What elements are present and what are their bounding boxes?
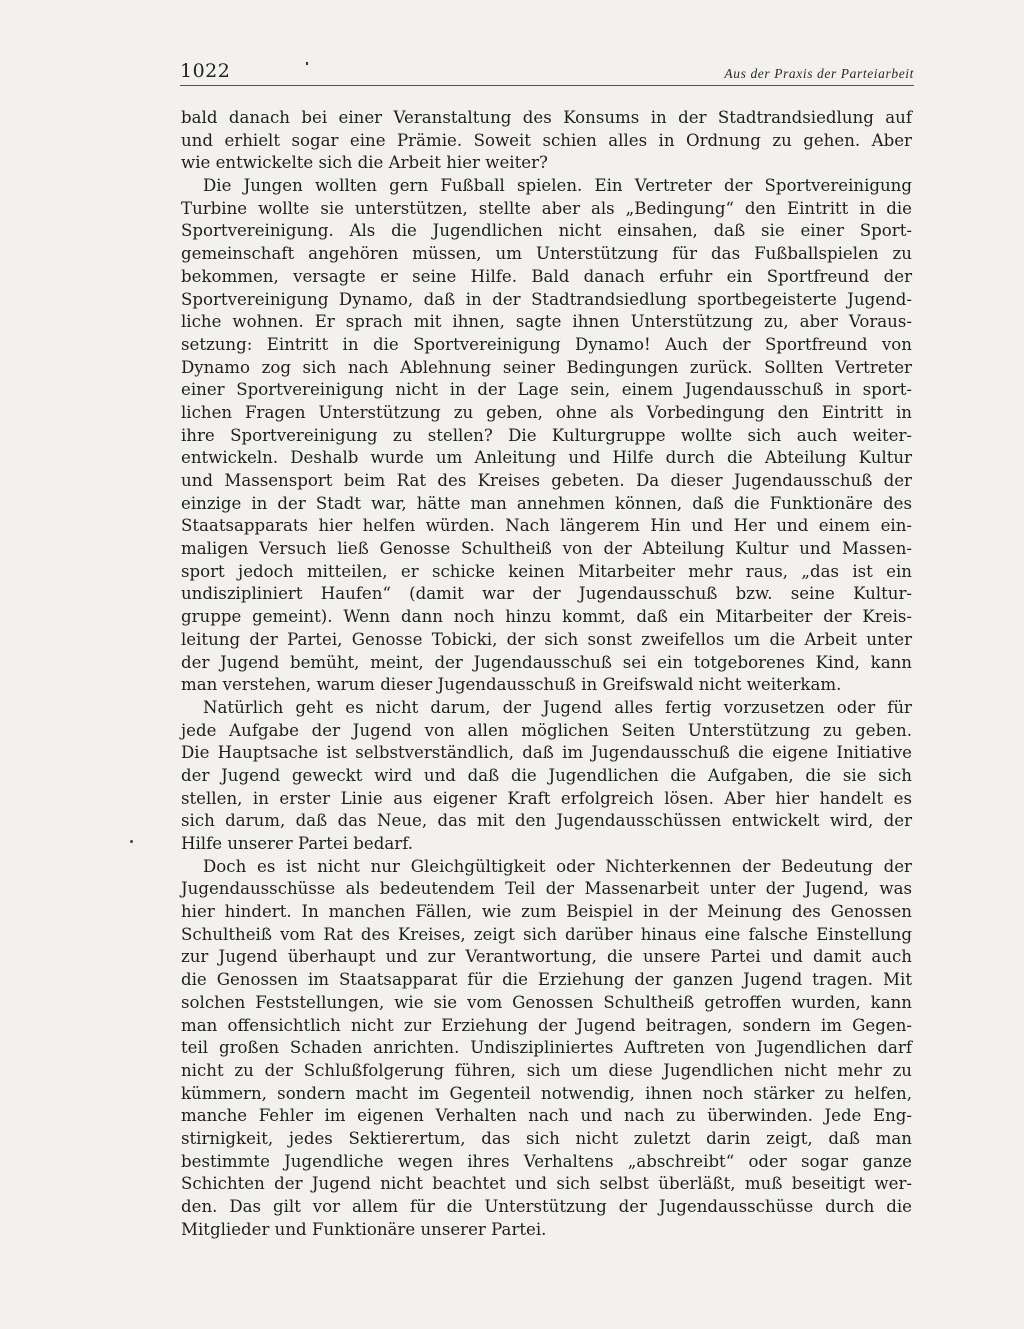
text-line: hier hindert. In manchen Fällen, wie zum Beispiel in der Meinung des Genossen	[181, 902, 912, 922]
text-line: den. Das gilt vor allem für die Unterstützung der Jugendausschüsse durch die	[181, 1197, 912, 1216]
text-line: einzige in der Stadt war, hätte man annehmen können, daß die Funktionäre des	[181, 493, 912, 513]
paragraph	[181, 107, 912, 175]
text-line: undiszipliniert Haufen“ (damit war der Jugendausschuß bzw. seine Kultur-	[181, 584, 912, 604]
text-line: und Massensport beim Rat des Kreises gebeten. Da dieser Jugendausschuß der	[181, 471, 912, 490]
text-line: manche Fehler im eigenen Verhalten nach und nach zu überwinden. Jede Eng-	[181, 1106, 912, 1126]
body-text	[181, 107, 912, 1241]
text-line: Die Jungen wollten gern Fußball spielen. Ein Vertreter der Sportvereinigung	[203, 176, 912, 196]
text-line: leitung der Partei, Genosse Tobicki, der sich sonst zweifellos um die Arbeit unter	[181, 629, 912, 649]
text-line: bestimmte Jugendliche wegen ihres Verhaltens „abschreibt“ oder sogar ganze	[181, 1151, 912, 1171]
text-line: Doch es ist nicht nur Gleichgültigkeit oder Nichterkennen der Bedeutung der	[203, 856, 912, 876]
text-line: man offensichtlich nicht zur Erziehung der Jugend beitragen, sondern im Gegen-	[181, 1015, 912, 1035]
text-line: wie entwickelte sich die Arbeit hier weiter?	[181, 153, 548, 173]
print-speck	[130, 840, 133, 843]
text-line: gruppe gemeint). Wenn dann noch hinzu kommt, daß ein Mitarbeiter der Kreis-	[181, 607, 912, 627]
paragraph	[181, 697, 912, 856]
text-line: ihre Sportvereinigung zu stellen? Die Kulturgruppe wollte sich auch weiter-	[181, 425, 912, 445]
text-line: solchen Feststellungen, wie sie vom Genossen Schultheiß getroffen wurden, kann	[181, 992, 912, 1012]
paragraph	[181, 856, 912, 1242]
running-head: Aus der Praxis der Parteiarbeit	[724, 66, 914, 81]
text-line: Jugendausschüsse als bedeutendem Teil der Massenarbeit unter der Jugend, was	[181, 879, 912, 899]
text-line: Die Hauptsache ist selbstverständlich, daß im Jugendausschuß die eigene Initiative	[181, 743, 912, 763]
text-line: Sportvereinigung Dynamo, daß in der Stadtrandsiedlung sportbegeisterte Jugend-	[181, 289, 912, 309]
text-line: gemeinschaft angehören müssen, um Unterstützung für das Fußballspielen zu	[181, 244, 912, 264]
text-line: Mitglieder und Funktionäre unserer Partei.	[181, 1219, 547, 1239]
text-line: bald danach bei einer Veranstaltung des Konsums in der Stadtrandsiedlung auf	[181, 108, 912, 127]
text-line: maligen Versuch ließ Genosse Schultheiß von der Abteilung Kultur und Massen-	[181, 539, 912, 559]
text-line: lichen Fragen Unterstützung zu geben, ohne als Vorbedingung den Eintritt in	[181, 402, 912, 422]
text-line: setzung: Eintritt in die Sportvereinigung Dynamo! Auch der Sportfreund von	[181, 334, 912, 354]
text-line: kümmern, sondern macht im Gegenteil notwendig, ihnen noch stärker zu helfen,	[181, 1083, 912, 1103]
text-line: stirnigkeit, jedes Sektierertum, das sich nicht zuletzt darin zeigt, daß man	[181, 1128, 912, 1148]
text-line: Dynamo zog sich nach Ablehnung seiner Bedingungen zurück. Sollten Vertreter	[181, 357, 912, 377]
text-line: zur Jugend überhaupt und zur Verantwortung, die unsere Partei und damit auch	[181, 947, 912, 967]
text-line: der Jugend geweckt wird und daß die Jugendlichen die Aufgaben, die sie sich	[181, 765, 912, 785]
text-line: bekommen, versagte er seine Hilfe. Bald danach erfuhr ein Sportfreund der	[181, 266, 912, 286]
text-line: Natürlich geht es nicht darum, der Jugend alles fertig vorzusetzen oder für	[203, 697, 912, 717]
text-line: entwickeln. Deshalb wurde um Anleitung und Hilfe durch die Abteilung Kultur	[181, 448, 912, 468]
text-line: man verstehen, warum dieser Jugendausschuß in Greifswald nicht weiterkam.	[181, 675, 842, 695]
text-line: Hilfe unserer Partei bedarf.	[181, 834, 414, 853]
text-line: teil großen Schaden anrichten. Undiszipliniertes Auftreten von Jugendlichen darf	[181, 1038, 912, 1058]
text-line: nicht zu der Schlußfolgerung führen, sich um diese Jugendlichen nicht mehr zu	[181, 1060, 912, 1080]
text-line: stellen, in erster Linie aus eigener Kraft erfolgreich lösen. Aber hier handelt es	[181, 788, 912, 808]
text-line: Staatsapparats hier helfen würden. Nach längerem Hin und Her und einem ein-	[181, 516, 912, 536]
text-line: Sportvereinigung. Als die Jugendlichen nicht einsahen, daß sie einer Sport-	[181, 221, 912, 241]
text-line: und erhielt sogar eine Prämie. Soweit schien alles in Ordnung zu gehen. Aber	[181, 130, 912, 150]
page-number: 1022	[180, 60, 231, 82]
text-line: einer Sportvereinigung nicht in der Lage sein, einem Jugendausschuß in sport-	[181, 380, 912, 400]
header-rule	[180, 85, 914, 86]
text-line: Turbine wollte sie unterstützen, stellte aber als „Bedingung“ den Eintritt in die	[181, 198, 912, 218]
text-line: die Genossen im Staatsapparat für die Erziehung der ganzen Jugend tragen. Mit	[181, 970, 912, 990]
text-line: Schultheiß vom Rat des Kreises, zeigt sich darüber hinaus eine falsche Einstellung	[181, 924, 912, 944]
text-line: liche wohnen. Er sprach mit ihnen, sagte ihnen Unterstützung zu, aber Voraus-	[181, 312, 912, 332]
print-speck	[306, 62, 308, 65]
text-line: Schichten der Jugend nicht beachtet und sich selbst überläßt, muß beseitigt wer-	[181, 1174, 912, 1194]
text-line: jede Aufgabe der Jugend von allen möglichen Seiten Unterstützung zu geben.	[181, 720, 912, 740]
text-line: sport jedoch mitteilen, er schicke keinen Mitarbeiter mehr raus, „das ist ein	[181, 561, 912, 581]
page-header	[180, 56, 914, 86]
paragraph	[181, 175, 912, 697]
text-line: der Jugend bemüht, meint, der Jugendausschuß sei ein totgeborenes Kind, kann	[181, 652, 912, 672]
text-line: sich darum, daß das Neue, das mit den Jugendausschüssen entwickelt wird, der	[181, 811, 912, 831]
